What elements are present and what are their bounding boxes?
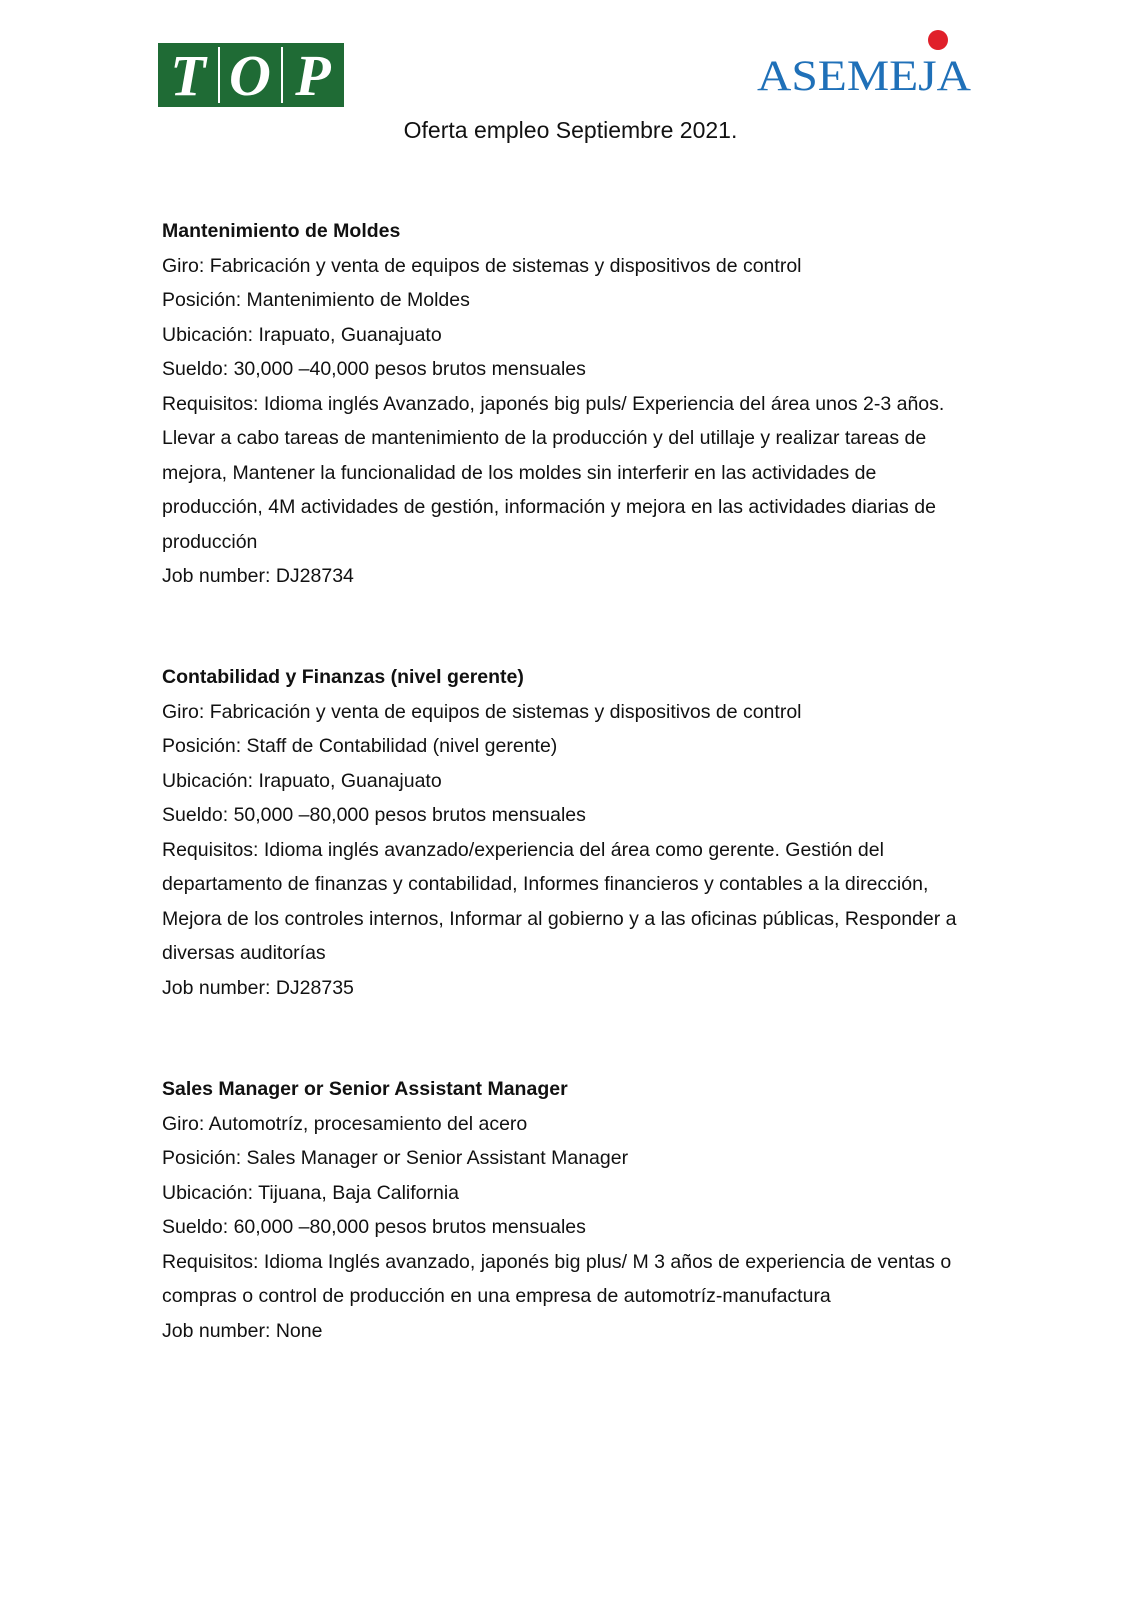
requisitos-value: Idioma inglés avanzado/experiencia del área como gerente. Gestión del departamento de finanzas y contabilidad, Informes financieros y contables a la dirección, Mejora de los controles internos, Informar al gobierno y a las oficinas públicas, Responder a diversas auditorías bbox=[162, 838, 957, 964]
giro-field bbox=[162, 249, 962, 284]
job-title: Mantenimiento de Moldes bbox=[162, 220, 401, 242]
sueldo-field bbox=[162, 1210, 962, 1245]
ubicacion-value: Irapuato, Guanajuato bbox=[258, 323, 442, 346]
requisitos-label: Requisitos: bbox=[162, 838, 259, 861]
top-logo-letter-p: P bbox=[295, 43, 331, 107]
posicion-label: Posición: bbox=[162, 1147, 242, 1169]
requisitos-value: Idioma inglés Avanzado, japonés big puls/ Experiencia del área unos 2-3 años. Llevar a cabo tareas de mantenimiento de la producción y del utillaje y realizar tareas de mejora, Mantener la funcionalidad de los moldes sin interferir en las actividades de producción, 4M actividades de gestión, información y mejora en las actividades diarias de producción bbox=[162, 392, 945, 553]
asemeja-logo-sun-icon bbox=[928, 30, 948, 50]
posicion-value: Sales Manager or Senior Assistant Manager bbox=[246, 1147, 629, 1169]
ubicacion-label: Ubicación: bbox=[162, 769, 254, 792]
requisitos-field bbox=[162, 833, 962, 971]
job-number-field bbox=[162, 559, 962, 594]
posicion-field bbox=[162, 1141, 962, 1176]
page-title: Oferta empleo Septiembre 2021. bbox=[403, 117, 738, 143]
job-title: Sales Manager or Senior Assistant Manager bbox=[162, 1078, 568, 1100]
job-listing bbox=[162, 1072, 962, 1348]
ubicacion-value: Tijuana, Baja California bbox=[258, 1181, 460, 1204]
sueldo-label: Sueldo: bbox=[162, 358, 229, 380]
posicion-value: Staff de Contabilidad (nivel gerente) bbox=[246, 735, 558, 757]
sueldo-value: 30,000 –40,000 pesos brutos mensuales bbox=[233, 358, 586, 380]
posicion-field bbox=[162, 283, 962, 318]
job-number-value: None bbox=[275, 1319, 323, 1342]
sueldo-value: 50,000 –80,000 pesos brutos mensuales bbox=[233, 804, 586, 826]
posicion-value: Mantenimiento de Moldes bbox=[246, 289, 470, 311]
posicion-label: Posición: bbox=[162, 289, 242, 311]
job-number-label: Job number: bbox=[162, 976, 271, 999]
requisitos-label: Requisitos: bbox=[162, 392, 259, 415]
requisitos-field bbox=[162, 1245, 962, 1314]
sueldo-label: Sueldo: bbox=[162, 804, 229, 826]
ubicacion-label: Ubicación: bbox=[162, 323, 254, 346]
ubicacion-field bbox=[162, 764, 962, 799]
top-logo-letter-t: T bbox=[170, 43, 206, 107]
asemeja-logo bbox=[757, 26, 977, 116]
sueldo-field bbox=[162, 798, 962, 833]
job-title: Contabilidad y Finanzas (nivel gerente) bbox=[162, 666, 524, 688]
job-listing bbox=[162, 660, 962, 1005]
giro-value: Fabricación y venta de equipos de sistemas y dispositivos de control bbox=[209, 254, 802, 277]
giro-label: Giro: bbox=[162, 700, 205, 723]
top-logo-letter-o: O bbox=[229, 43, 271, 107]
job-number-field bbox=[162, 1314, 962, 1349]
giro-label: Giro: bbox=[162, 254, 205, 277]
job-listing bbox=[162, 214, 962, 594]
ubicacion-label: Ubicación: bbox=[162, 1181, 254, 1204]
giro-field bbox=[162, 695, 962, 730]
posicion-label: Posición: bbox=[162, 735, 242, 757]
job-number-value: DJ28734 bbox=[275, 565, 354, 587]
ubicacion-value: Irapuato, Guanajuato bbox=[258, 769, 442, 792]
ubicacion-field bbox=[162, 1176, 962, 1211]
job-number-label: Job number: bbox=[162, 565, 271, 587]
giro-label: Giro: bbox=[162, 1112, 205, 1135]
asemeja-logo-wordmark: ASEMEJA bbox=[757, 53, 971, 100]
posicion-field bbox=[162, 729, 962, 764]
sueldo-field bbox=[162, 352, 962, 387]
sueldo-value: 60,000 –80,000 pesos brutos mensuales bbox=[233, 1216, 586, 1238]
job-number-value: DJ28735 bbox=[275, 976, 354, 999]
ubicacion-field bbox=[162, 318, 962, 353]
top-logo-graphic bbox=[158, 43, 344, 107]
sueldo-label: Sueldo: bbox=[162, 1216, 229, 1238]
giro-value: Automotríz, procesamiento del acero bbox=[208, 1112, 528, 1135]
requisitos-field bbox=[162, 387, 962, 560]
top-logo bbox=[158, 43, 344, 107]
job-number-label: Job number: bbox=[162, 1319, 271, 1342]
giro-field bbox=[162, 1107, 962, 1142]
asemeja-logo-graphic bbox=[757, 26, 977, 116]
job-number-field bbox=[162, 971, 962, 1006]
requisitos-value: Idioma Inglés avanzado, japonés big plus/ M 3 años de experiencia de ventas o compras o control de producción en una empresa de automotríz-manufactura bbox=[162, 1250, 952, 1307]
requisitos-label: Requisitos: bbox=[162, 1250, 259, 1273]
giro-value: Fabricación y venta de equipos de sistemas y dispositivos de control bbox=[209, 700, 802, 723]
